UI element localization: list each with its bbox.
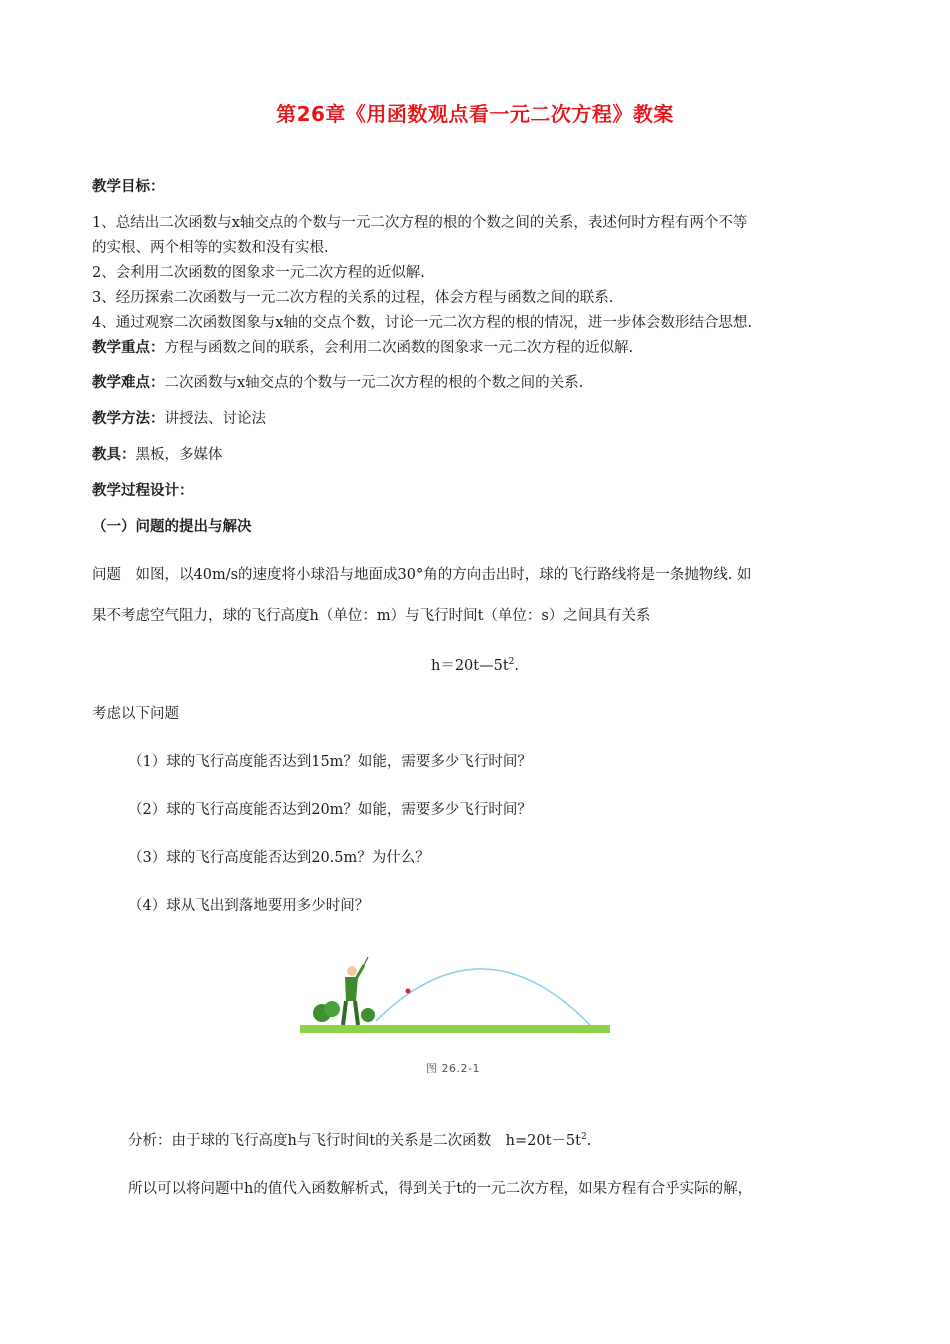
formula-main: h＝20t—5t [430, 658, 509, 674]
tools-label: 教具： [92, 447, 136, 463]
tools-row [92, 444, 862, 466]
question-item: （3）球的飞行高度能否达到20.5m？为什么？ [128, 850, 430, 866]
analysis-line [128, 1130, 862, 1152]
methods-row [92, 408, 862, 430]
document-title: 第26章《用函数观点看一元二次方程》教案 [276, 102, 674, 126]
section-heading: （一）问题的提出与解决 [92, 519, 252, 535]
objective-line: 的实根、两个相等的实数和没有实根. [92, 240, 329, 256]
problem-line: 果不考虑空气阻力，球的飞行高度h（单位：m）与飞行时间t（单位：s）之间具有关系 [92, 608, 651, 624]
formula [0, 655, 950, 677]
consider-text: 考虑以下问题 [92, 706, 179, 722]
key-points-label: 教学重点： [92, 340, 165, 356]
question-item: （1）球的飞行高度能否达到15m？如能，需要多少飞行时间？ [128, 754, 532, 770]
analysis-exponent: 2 [580, 1132, 587, 1143]
ball [406, 989, 411, 994]
methods-label: 教学方法： [92, 411, 165, 427]
formula-exponent: 2 [508, 657, 515, 668]
analysis-end: . [586, 1133, 592, 1149]
formula-end: . [514, 658, 519, 674]
key-points-row [92, 337, 862, 359]
difficulty-text: 二次函数与x轴交点的个数与一元二次方程的根的个数之间的关系. [164, 375, 584, 391]
difficulty-label: 教学难点： [92, 375, 165, 391]
analysis-main: 分析：由于球的飞行高度h与飞行时间t的关系是二次函数 h=20t－5t [128, 1133, 581, 1149]
objective-line: 1、总结出二次函数与x轴交点的个数与一元二次方程的根的个数之间的关系，表述何时方程有两个不等 [92, 215, 748, 231]
question-item: （4）球从飞出到落地要用多少时间？ [128, 898, 370, 914]
objective-line: 3、经历探索二次函数与一元二次方程的关系的过程，体会方程与函数之间的联系. [92, 290, 614, 306]
tools-text: 黑板，多媒体 [135, 447, 223, 463]
question-item: （2）球的飞行高度能否达到20m？如能，需要多少飞行时间？ [128, 802, 532, 818]
objective-line: 4、通过观察二次函数图象与x轴的交点个数，讨论一元二次方程的根的情况，进一步体会数形结合思想. [92, 315, 753, 331]
objective-line: 2、会利用二次函数的图象求一元二次方程的近似解. [92, 265, 425, 281]
problem-line: 问题 如图，以40m/s的速度将小球沿与地面成30°角的方向击出时，球的飞行路线将是一条抛物线. 如 [92, 567, 752, 583]
ball-path [376, 969, 590, 1025]
analysis-continued: 所以可以将问题中h的值代入函数解析式，得到关于t的一元二次方程，如果方程有合乎实际的解， [128, 1181, 753, 1197]
ground-strip [300, 1025, 610, 1033]
methods-text: 讲授法、讨论法 [164, 411, 266, 427]
objectives-heading: 教学目标： [92, 179, 165, 195]
difficulty-row [92, 372, 862, 394]
process-heading: 教学过程设计： [92, 483, 194, 499]
key-points-text: 方程与函数之间的联系，会利用二次函数的图象求一元二次方程的近似解. [164, 340, 634, 356]
figure-caption: 图 26.2-1 [426, 1062, 480, 1075]
